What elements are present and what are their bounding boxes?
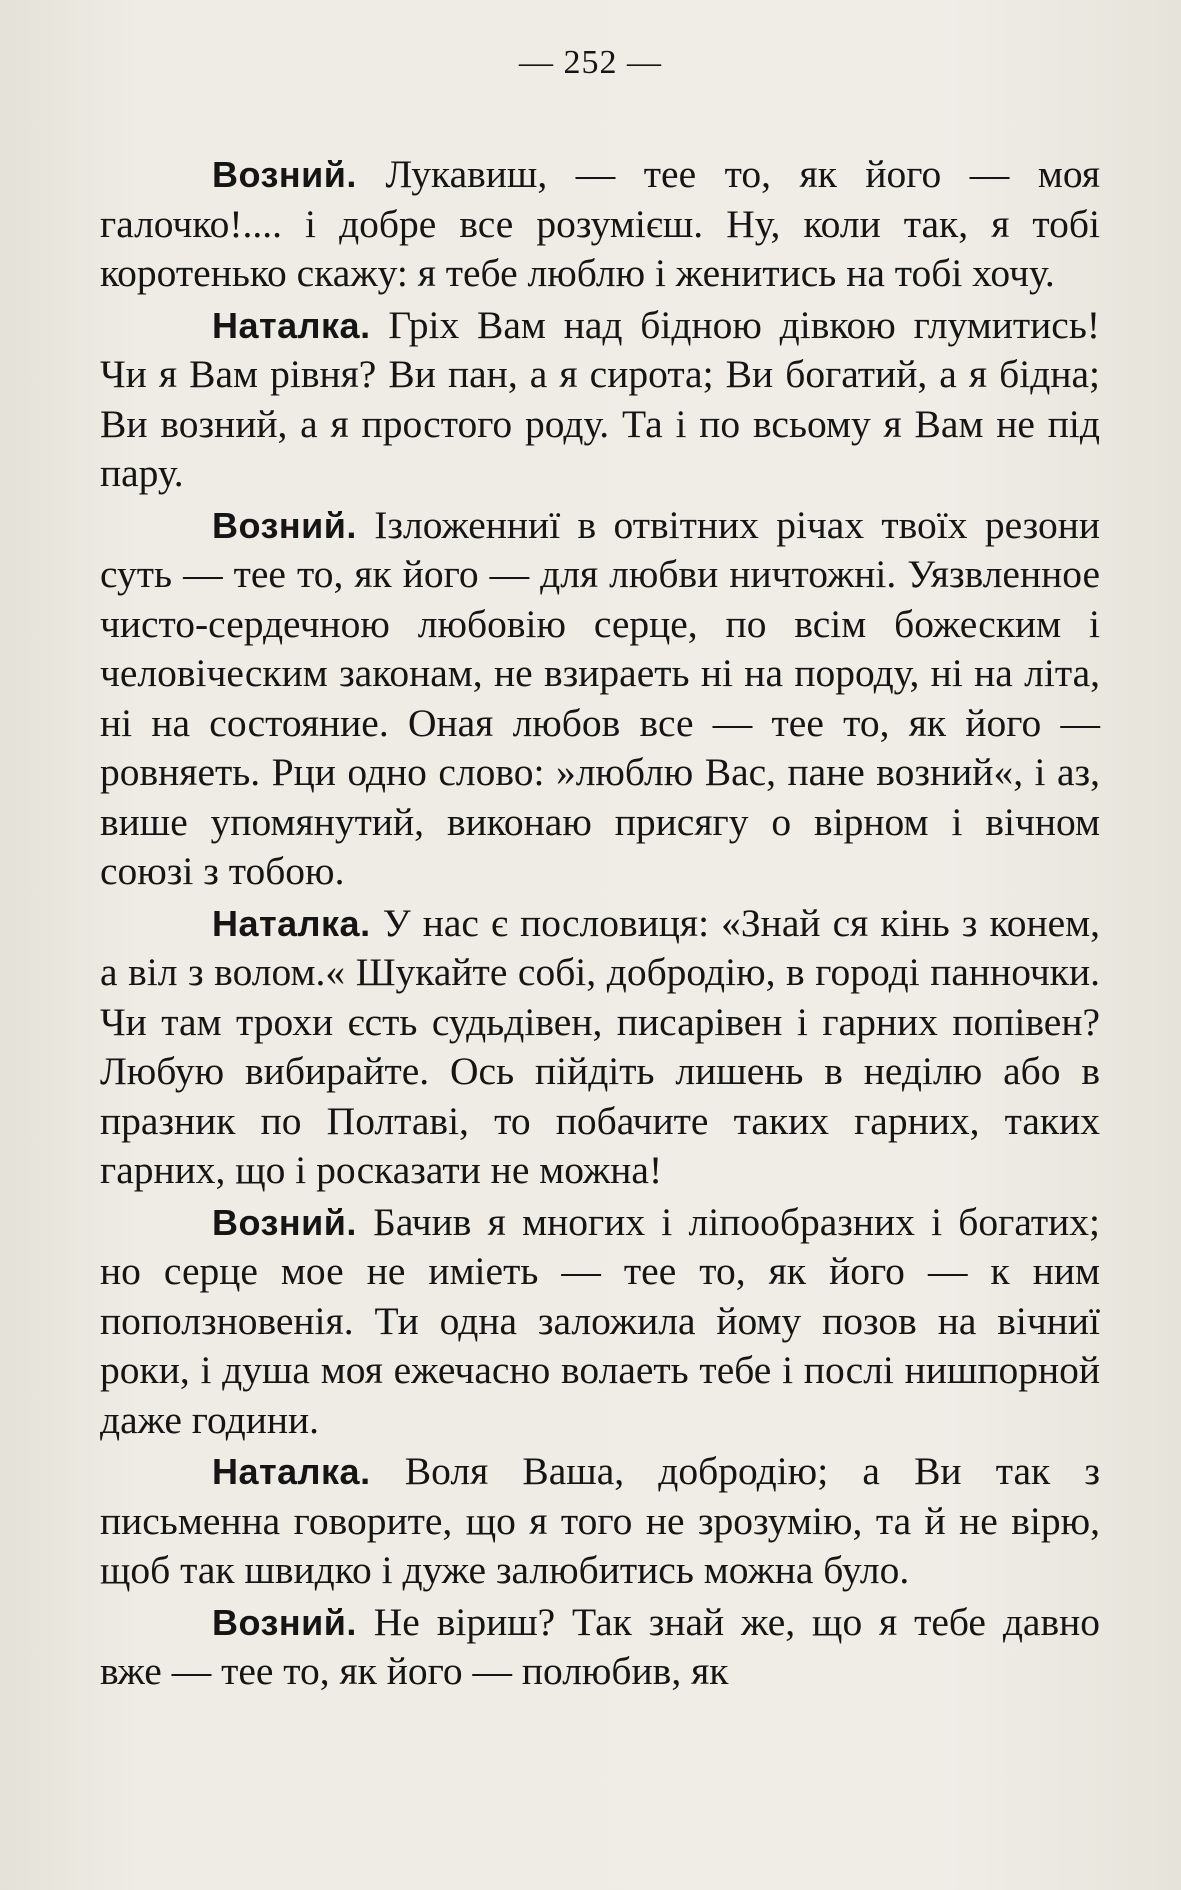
speaker-name: Возний. <box>212 1601 357 1643</box>
speaker-name: Наталка. <box>212 1451 371 1492</box>
paragraph-text: Гріх Вам над бідною дівкою глумитись! Чи я Вам рівня? Ви пан, а я сирота; Ви богатий, а я бідна; Ви возний, а я простого роду. Та і по всьому я Вам не під пару. <box>100 302 1100 495</box>
paragraph-text: У нас є пословиця: «Знай ся кінь з конем, а віл з волом.« Шукайте собі, добродію, в городі панночки. Чи там трохи єсть судьдівен, писарівен і гарних попівен? Любую вибирайте. Ось пійдіть лишень в неділю або в празник по Полтаві, то побачите таких гарних, таких гарних, що і росказати не можна! <box>100 900 1100 1192</box>
paragraph <box>100 1198 1100 1446</box>
text-column <box>100 150 1100 1699</box>
paragraph <box>100 1447 1100 1596</box>
speaker-name: Наталка. <box>212 902 371 944</box>
paragraph-text: Не віриш? Так знай же, що я тебе давно вже — тее то, як його — полюбив, як <box>100 1599 1100 1693</box>
page-number: — 252 — <box>519 44 662 81</box>
speaker-name: Возний. <box>212 1201 357 1243</box>
paragraph-text: Ізложенниї в отвітних річах твоїх резони суть — тее то, як його — для любви ничтожні. Уязвленное чисто-сердечною любовію серце, по всім божеским і человіческим законам, не взираеть ні на породу, ні на літа, ні на состояние. Оная любов все — тее то, як його — ровняеть. Рци одно слово: »люблю Вас, пане возний«, і аз, више упомянутий, виконаю присягу о вірном і вічном союзі з тобою. <box>100 502 1100 893</box>
paragraph <box>100 501 1100 897</box>
speaker-name: Наталка. <box>212 304 371 346</box>
speaker-name: Возний. <box>212 154 357 195</box>
speaker-name: Возний. <box>212 504 357 546</box>
paragraph-text: Лукавиш, — тее то, як його — моя галочко!.... і добре все розумієш. Ну, коли так, я тобі коротенько скажу: я тебе люблю і женитись на тобі хочу. <box>100 152 1100 295</box>
paragraph <box>100 301 1100 499</box>
paragraph-text: Бачив я многих і ліпообразних і богатих; но серце мое не иміеть — тее то, як його — к ним поползновенія. Ти одна заложила йому позов на вічниї роки, і душа моя ежечасно волаеть тебе і послі нишпорной даже години. <box>100 1199 1100 1442</box>
paragraph <box>100 899 1100 1196</box>
paragraph <box>100 1598 1100 1697</box>
paragraph <box>100 150 1100 299</box>
paragraph-text: Воля Ваша, добродію; а Ви так з письменна говорите, що я того не зрозумію, та й не вірю, щоб так швидко і дуже залюбитись можна було. <box>100 1449 1100 1592</box>
